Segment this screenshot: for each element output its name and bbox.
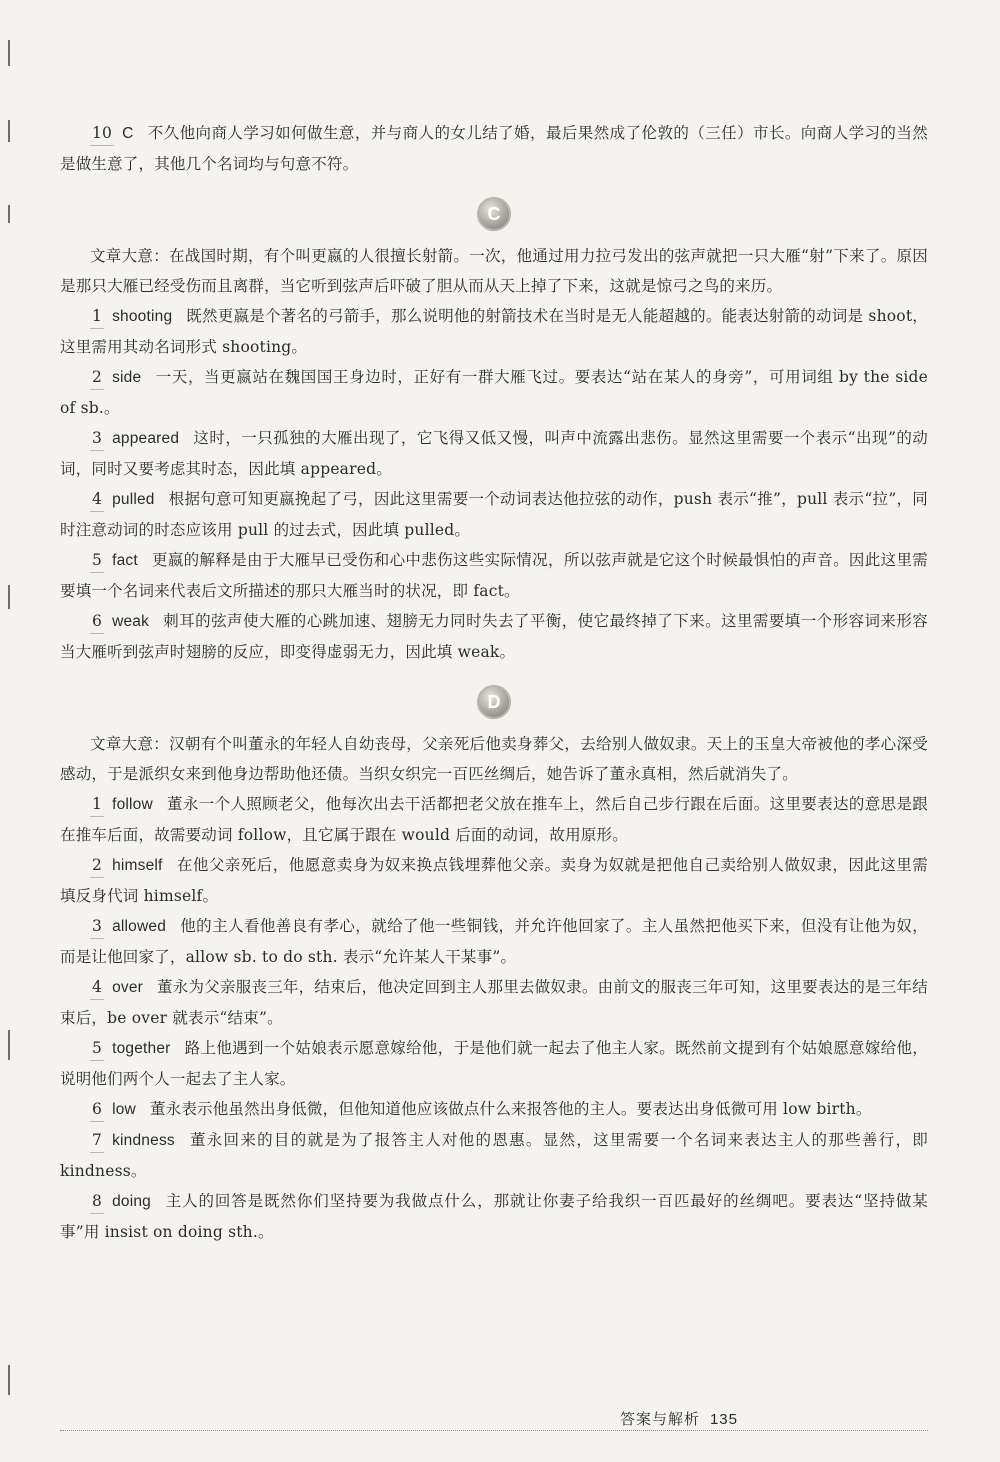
item-answer: doing [112, 1193, 151, 1210]
section-c-answer-item [60, 362, 928, 423]
page-footer [60, 1408, 928, 1431]
item-explanation: 董永回来的目的就是为了报答主人对他的恩惠。显然，这里需要一个名词来表达主人的那些善行，即 kindness。 [60, 1131, 928, 1180]
section-d-answer-item [60, 911, 928, 972]
answer-item-intro [60, 118, 928, 179]
answer-page [60, 118, 928, 1247]
item-number: 5 [90, 548, 104, 573]
item-number: 4 [90, 487, 104, 512]
footer-text [620, 1408, 738, 1429]
item-number: 1 [90, 304, 104, 329]
section-c-answer-item [60, 606, 928, 667]
footer-label: 答案与解析 [619, 1410, 700, 1428]
item-number: 10 [90, 121, 114, 146]
item-explanation: 他的主人看他善良有孝心，就给了他一些铜钱，并允许他回家了。主人虽然把他买下来，但没有让他为奴，而是让他回家了，allow sb. to do sth. 表示“允许某人干某事”。 [60, 917, 928, 966]
section-c-answer-item [60, 545, 928, 606]
scan-mark [8, 40, 10, 66]
item-answer: pulled [112, 491, 155, 508]
item-number: 6 [90, 1097, 104, 1122]
scan-mark [8, 120, 10, 142]
scan-mark [8, 585, 10, 609]
item-explanation: 不久他向商人学习如何做生意，并与商人的女儿结了婚，最后果然成了伦敦的（三任）市长。向商人学习的当然是做生意了，其他几个名词均与句意不符。 [60, 124, 928, 173]
item-number: 2 [90, 365, 104, 390]
scan-mark [8, 1030, 10, 1060]
section-c-answer-item [60, 484, 928, 545]
item-number: 1 [90, 792, 104, 817]
scan-mark [8, 1365, 10, 1395]
item-explanation: 路上他遇到一个姑娘表示愿意嫁给他，于是他们就一起去了他主人家。既然前文提到有个姑娘愿意嫁给他，说明他们两个人一起去了主人家。 [60, 1039, 928, 1088]
item-explanation: 主人的回答是既然你们坚持要为我做点什么，那就让你妻子给我织一百匹最好的丝绸吧。要表达“坚持做某事”用 insist on doing sth.。 [60, 1192, 928, 1241]
section-c-badge: C [477, 197, 511, 231]
item-explanation: 董永为父亲服丧三年，结束后，他决定回到主人那里去做奴隶。由前文的服丧三年可知，这里要表达的是三年结束后，be over 就表示“结束”。 [60, 978, 928, 1027]
section-d-items [60, 789, 928, 1247]
section-d-answer-item [60, 789, 928, 850]
item-answer: C [122, 125, 134, 142]
item-number: 8 [90, 1189, 104, 1214]
item-answer: follow [112, 796, 153, 813]
item-explanation: 根据句意可知更嬴挽起了弓，因此这里需要一个动词表达他拉弦的动作，push 表示“推”，pull 表示“拉”，同时注意动词的时态应该用 pull 的过去式，因此填 pulled。 [60, 490, 928, 539]
item-number: 3 [90, 426, 104, 451]
item-answer: himself [112, 857, 163, 874]
item-answer: kindness [112, 1132, 175, 1149]
section-d-answer-item [60, 1033, 928, 1094]
section-c-marker [60, 197, 928, 231]
item-explanation: 刺耳的弦声使大雁的心跳加速、翅膀无力同时失去了平衡，使它最终掉了下来。这里需要填一个形容词来形容当大雁听到弦声时翅膀的反应，即变得虚弱无力，因此填 weak。 [60, 612, 928, 661]
item-explanation: 一天，当更嬴站在魏国国王身边时，正好有一群大雁飞过。要表达“站在某人的身旁”，可用词组 by the side of sb.。 [60, 368, 928, 417]
item-explanation: 既然更嬴是个著名的弓箭手，那么说明他的射箭技术在当时是无人能超越的。能表达射箭的动词是 shoot，这里需用其动名词形式 shooting。 [60, 307, 928, 356]
section-d-answer-item [60, 972, 928, 1033]
item-explanation: 董永一个人照顾老父，他每次出去干活都把老父放在推车上，然后自己步行跟在后面。这里要表达的意思是跟在推车后面，故需要动词 follow，且它属于跟在 would 后面的动词，故用原形。 [60, 795, 928, 844]
section-d-answer-item [60, 1186, 928, 1247]
item-explanation: 更嬴的解释是由于大雁早已受伤和心中悲伤这些实际情况，所以弦声就是它这个时候最惧怕的声音。因此这里需要填一个名词来代表后文所描述的那只大雁当时的状况，即 fact。 [60, 551, 928, 600]
item-answer: side [112, 369, 142, 386]
item-explanation: 在他父亲死后，他愿意卖身为奴来换点钱埋葬他父亲。卖身为奴就是把他自己卖给别人做奴隶，因此这里需填反身代词 himself。 [60, 856, 928, 905]
section-c-answer-item [60, 301, 928, 362]
item-answer: fact [112, 552, 138, 569]
section-c-answer-item [60, 423, 928, 484]
item-answer: together [112, 1040, 171, 1057]
scan-mark [8, 205, 10, 223]
item-number: 6 [90, 609, 104, 634]
item-answer: low [112, 1101, 136, 1118]
item-explanation: 这时，一只孤独的大雁出现了，它飞得又低又慢，叫声中流露出悲伤。显然这里需要一个表示“出现”的动词，同时又要考虑其时态，因此填 appeared。 [60, 429, 928, 478]
section-d-summary: 文章大意：汉朝有个叫董永的年轻人自幼丧母，父亲死后他卖身葬父，去给别人做奴隶。天上的玉皇大帝被他的孝心深受感动，于是派织女来到他身边帮助他还债。当织女织完一百匹丝绸后，她告诉了董永真相，然后就消失了。 [60, 735, 928, 783]
page-number: 135 [709, 1411, 738, 1428]
section-d-marker [60, 685, 928, 719]
item-answer: shooting [112, 308, 173, 325]
item-number: 2 [90, 853, 104, 878]
item-number: 5 [90, 1036, 104, 1061]
item-explanation: 董永表示他虽然出身低微，但他知道他应该做点什么来报答他的主人。要表达出身低微可用 low birth。 [149, 1100, 872, 1118]
section-d-badge: D [477, 685, 511, 719]
section-c-items [60, 301, 928, 667]
section-c-summary: 文章大意：在战国时期，有个叫更嬴的人很擅长射箭。一次，他通过用力拉弓发出的弦声就把一只大雁“射”下来了。原因是那只大雁已经受伤而且离群，当它听到弦声后吓破了胆从而从天上掉了下来，这就是惊弓之鸟的来历。 [60, 247, 928, 295]
item-answer: appeared [112, 430, 180, 447]
item-number: 7 [90, 1128, 104, 1153]
section-d-answer-item [60, 850, 928, 911]
item-number: 3 [90, 914, 104, 939]
item-answer: weak [112, 613, 150, 630]
item-answer: over [112, 979, 144, 996]
section-d-answer-item [60, 1125, 928, 1186]
section-d-answer-item [60, 1094, 928, 1125]
item-answer: allowed [112, 918, 167, 935]
item-number: 4 [90, 975, 104, 1000]
